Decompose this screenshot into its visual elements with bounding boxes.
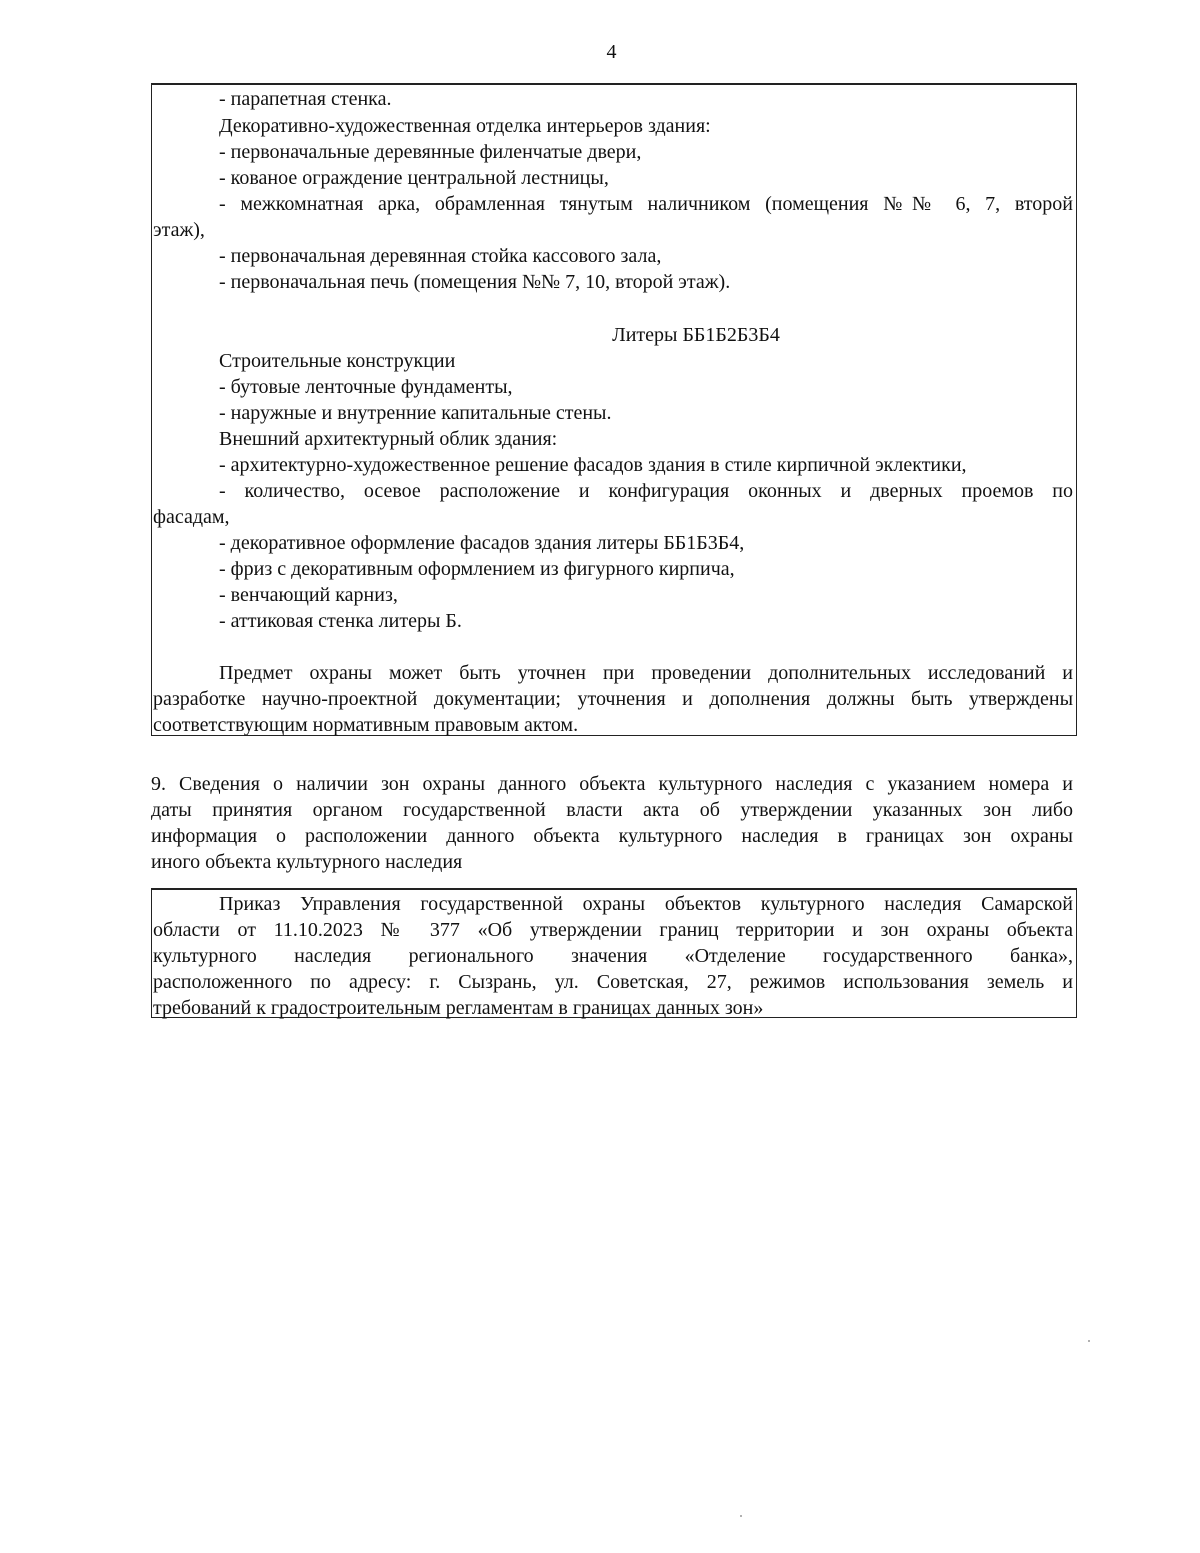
list-item: - декоративное оформление фасадов здания литеры ББ1Б3Б4, (219, 532, 745, 554)
order-text-line: области от 11.10.2023 № 377 «Об утверждении границ территории и зон охраны объекта (153, 919, 1073, 941)
list-item: - фриз с декоративным оформлением из фигурного кирпича, (219, 558, 735, 580)
list-item: - бутовые ленточные фундаменты, (219, 376, 513, 398)
order-text-line: культурного наследия регионального значения «Отделение государственного банка», (153, 945, 1073, 967)
list-item: - межкомнатная арка, обрамленная тянутым наличником (помещения №№ 6, 7, второй (219, 193, 1073, 215)
order-text-line: требований к градостроительным регламентам в границах данных зон» (153, 997, 764, 1019)
note-paragraph-line: соответствующим нормативным правовым актом. (153, 714, 579, 736)
list-item: - наружные и внутренние капитальные стены. (219, 402, 612, 424)
list-item-continuation: этаж), (153, 219, 205, 241)
list-item-continuation: фасадам, (153, 506, 230, 528)
list-item: - количество, осевое расположение и конфигурация оконных и дверных проемов по (219, 480, 1073, 502)
note-paragraph-line: Предмет охраны может быть уточнен при проведении дополнительных исследований и (219, 662, 1073, 684)
scan-speck (740, 1515, 742, 1517)
section-label: Строительные конструкции (219, 350, 456, 372)
list-item: - венчающий карниз, (219, 584, 398, 606)
subheading-liters: Литеры ББ1Б2Б3Б4 (612, 324, 780, 346)
list-item: - кованое ограждение центральной лестницы, (219, 167, 609, 189)
list-item: - парапетная стенка. (219, 88, 392, 110)
section-9-heading-line: даты принятия органом государственной власти акта об утверждении указанных зон либо (151, 799, 1073, 821)
list-item: - аттиковая стенка литеры Б. (219, 610, 462, 632)
scan-speck (1088, 1340, 1090, 1342)
list-item: - первоначальная деревянная стойка кассового зала, (219, 245, 662, 267)
order-text-line: Приказ Управления государственной охраны объектов культурного наследия Самарской (219, 893, 1073, 915)
section-label: Декоративно-художественная отделка интерьеров здания: (219, 115, 711, 137)
section-label: Внешний архитектурный облик здания: (219, 428, 558, 450)
list-item: - первоначальная печь (помещения №№ 7, 10, второй этаж). (219, 271, 731, 293)
page-number: 4 (606, 41, 617, 63)
list-item: - первоначальные деревянные филенчатые двери, (219, 141, 642, 163)
list-item: - архитектурно-художественное решение фасадов здания в стиле кирпичной эклектики, (219, 454, 967, 476)
section-9-heading-line: информация о расположении данного объекта культурного наследия в границах зон охраны (151, 825, 1073, 847)
section-9-heading-line: 9. Сведения о наличии зон охраны данного объекта культурного наследия с указанием номера и (151, 773, 1073, 795)
order-text-line: расположенного по адресу: г. Сызрань, ул. Советская, 27, режимов использования земель и (153, 971, 1073, 993)
note-paragraph-line: разработке научно-проектной документации; уточнения и дополнения должны быть утверждены (153, 688, 1073, 710)
section-9-heading-line: иного объекта культурного наследия (151, 851, 463, 873)
